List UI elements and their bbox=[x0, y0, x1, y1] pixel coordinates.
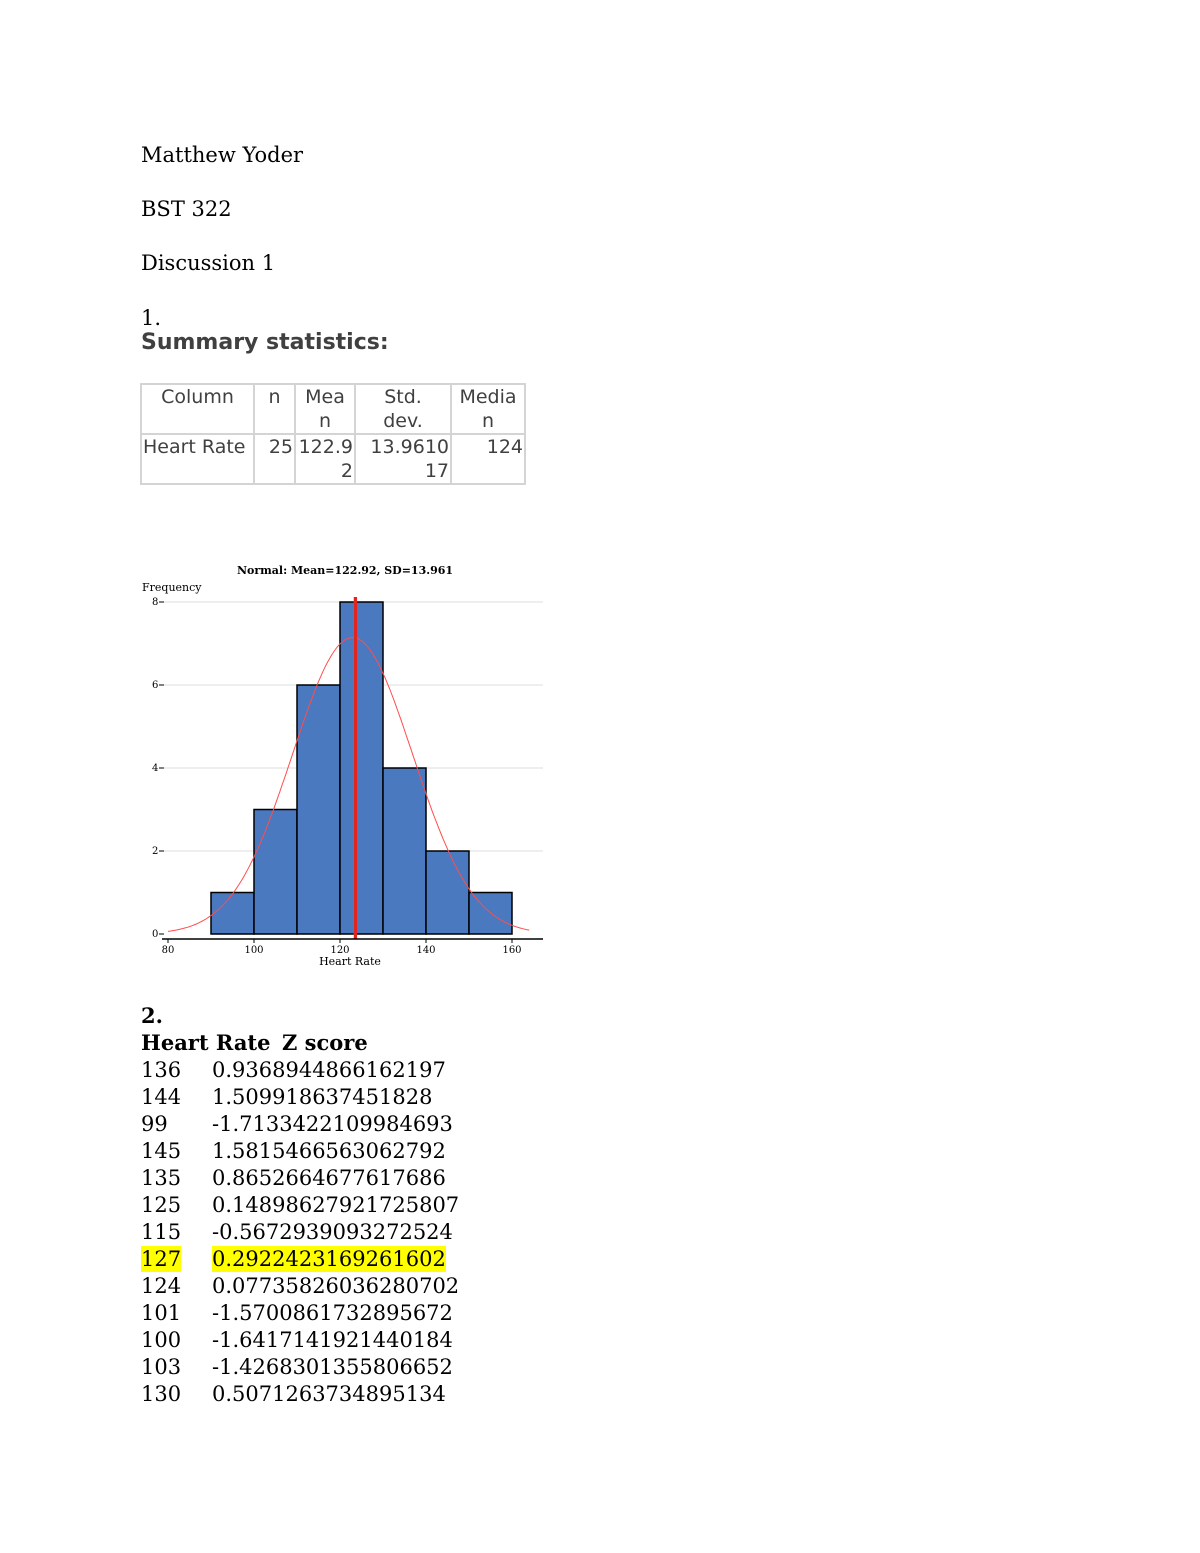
x-axis-label: Heart Rate bbox=[319, 955, 381, 968]
question-1-label: 1. bbox=[141, 306, 162, 330]
heart-rate-value: 103 bbox=[141, 1355, 182, 1379]
header-column: Column bbox=[141, 384, 254, 434]
header-std-dev: Std. dev. bbox=[355, 384, 451, 434]
z-score-value: 0.5071263734895134 bbox=[212, 1382, 446, 1406]
histogram-bar bbox=[340, 602, 383, 934]
z-score-value: -0.5672939093272524 bbox=[212, 1220, 453, 1244]
z-score-value: 1.5815466563062792 bbox=[212, 1139, 446, 1163]
header-median: Media n bbox=[451, 384, 525, 434]
summary-heading: Summary statistics: bbox=[141, 330, 389, 355]
summary-data-row bbox=[141, 434, 525, 484]
z-score-value: -1.4268301355806652 bbox=[212, 1355, 453, 1379]
histogram-bar bbox=[426, 851, 469, 934]
heart-rate-header: Heart Rate bbox=[141, 1030, 271, 1055]
histogram-bar bbox=[254, 810, 297, 935]
x-tick-label: 140 bbox=[416, 945, 436, 956]
heart-rate-value: 127 bbox=[141, 1247, 182, 1271]
heart-rate-value: 135 bbox=[141, 1166, 182, 1190]
cell-mean: 122.9 2 bbox=[295, 434, 355, 484]
y-axis-label: Frequency bbox=[142, 581, 202, 594]
cell-std-dev: 13.9610 17 bbox=[355, 434, 451, 484]
z-score-value: -1.6417141921440184 bbox=[212, 1328, 453, 1352]
heart-rate-value: 124 bbox=[141, 1274, 182, 1298]
heart-rate-value: 101 bbox=[141, 1301, 182, 1325]
heart-rate-value: 125 bbox=[141, 1193, 182, 1217]
x-tick-label: 80 bbox=[161, 945, 175, 956]
z-score-value: 0.2922423169261602 bbox=[212, 1247, 446, 1271]
histogram-bar bbox=[383, 768, 426, 934]
z-score-value: -1.5700861732895672 bbox=[212, 1301, 453, 1325]
cell-column: Heart Rate bbox=[141, 434, 254, 484]
heart-rate-value: 100 bbox=[141, 1328, 182, 1352]
y-tick-label: 4 bbox=[152, 763, 159, 774]
author-name: Matthew Yoder bbox=[141, 143, 304, 167]
heart-rate-value: 144 bbox=[141, 1085, 182, 1109]
x-tick-label: 160 bbox=[502, 945, 522, 956]
heart-rate-value: 115 bbox=[141, 1220, 182, 1244]
discussion-title: Discussion 1 bbox=[141, 251, 276, 275]
y-tick-label: 2 bbox=[152, 846, 159, 857]
y-ticks bbox=[152, 597, 164, 940]
z-score-header: Z score bbox=[282, 1030, 368, 1055]
histogram-chart bbox=[140, 555, 550, 975]
z-score-value: 0.9368944866162197 bbox=[212, 1058, 446, 1082]
y-tick-label: 8 bbox=[152, 597, 159, 608]
x-tick-label: 120 bbox=[330, 945, 350, 956]
heart-rate-value: 130 bbox=[141, 1382, 182, 1406]
summary-header-row bbox=[141, 384, 525, 434]
chart-title: Normal: Mean=122.92, SD=13.961 bbox=[236, 564, 454, 577]
cell-median: 124 bbox=[451, 434, 525, 484]
z-score-value: 0.07735826036280702 bbox=[212, 1274, 460, 1298]
x-tick-label: 100 bbox=[244, 945, 264, 956]
heart-rate-value: 145 bbox=[141, 1139, 182, 1163]
z-score-value: 1.509918637451828 bbox=[212, 1085, 433, 1109]
heart-rate-value: 136 bbox=[141, 1058, 182, 1082]
question-2-label: 2. bbox=[141, 1003, 163, 1028]
z-score-value: -1.7133422109984693 bbox=[212, 1112, 453, 1136]
y-tick-label: 6 bbox=[152, 680, 159, 691]
cell-n: 25 bbox=[254, 434, 295, 484]
header-mean: Mea n bbox=[295, 384, 355, 434]
y-tick-label: 0 bbox=[152, 929, 159, 940]
heart-rate-value: 99 bbox=[141, 1112, 168, 1136]
z-score-value: 0.14898627921725807 bbox=[212, 1193, 460, 1217]
histogram-bar bbox=[211, 893, 254, 935]
course-code: BST 322 bbox=[141, 197, 232, 221]
z-score-value: 0.8652664677617686 bbox=[212, 1166, 446, 1190]
summary-table bbox=[140, 383, 526, 485]
x-axis bbox=[162, 939, 543, 956]
header-n: n bbox=[254, 384, 295, 434]
